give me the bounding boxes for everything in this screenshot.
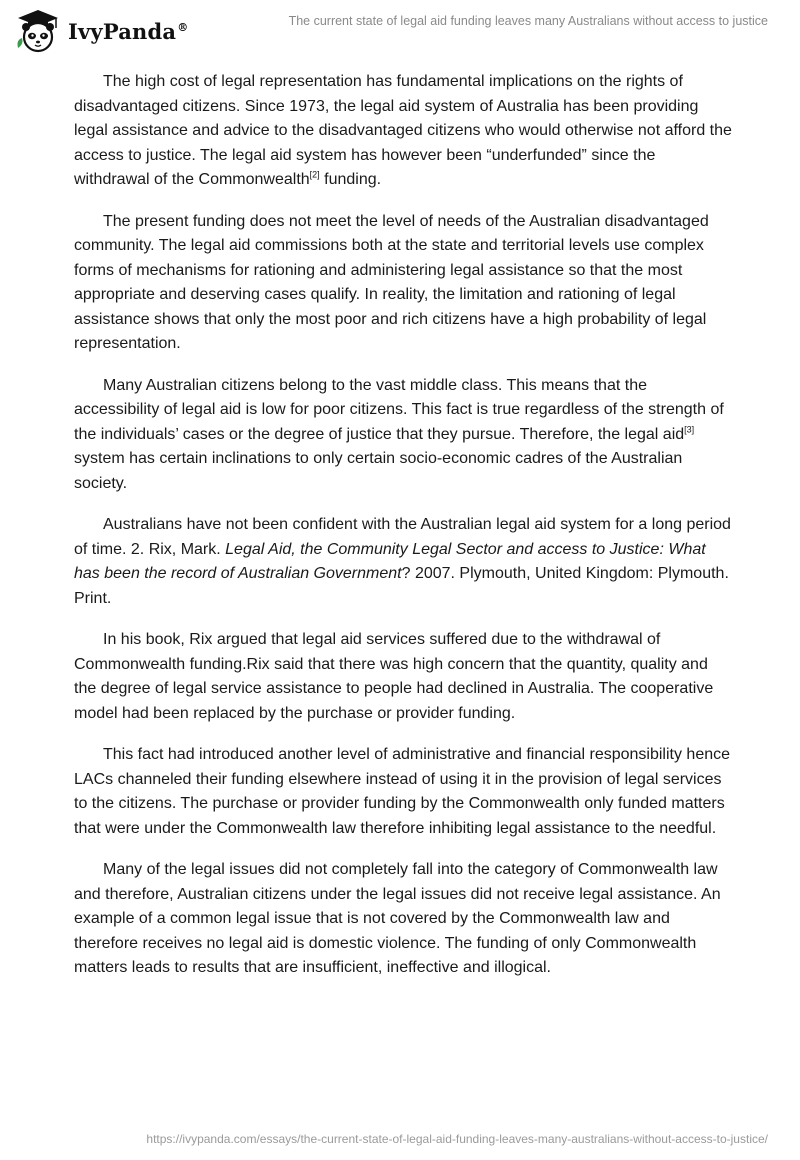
logo-wordmark: IvyPanda® [68,18,189,44]
paragraph-6: This fact had introduced another level of administrative and financial responsibility hence LACs channeled their funding elsewhere instead of using it in the provision of legal services to the citizens. The purchase or provider funding by the Commonwealth only funded matters that were under the Commonwealth law therefore inhibiting legal assistance to the needful. [74,746,731,837]
paragraph-3: Many Australian citizens belong to the vast middle class. This means that the accessibility of legal aid is low for poor citizens. This fact is true regardless of the strength of the individuals’ cases or the degree of justice that they pursue. Therefore, the legal aid[3] system has certain inclinations to only certain socio-economic cadres of the Australian society. [74,376,724,492]
paragraph-1: The high cost of legal representation has fundamental implications on the rights of disadvantaged citizens. Since 1973, the legal aid system of Australia has been providing legal assistance and advice to the disadvantaged citizens who would otherwise not afford the access to justice. The legal aid system has however been “underfunded” since the withdrawal of the Commonwealth[2] funding. [74,73,732,188]
paragraph-2: The present funding does not meet the level of needs of the Australian disadvantaged community. The legal aid commissions both at the state and territorial levels use complex forms of mechanisms for rationing and administering legal assistance so that the most appropriate and deserving cases qualify. In reality, the limitation and rationing of legal assistance shows that only the most poor and rich citizens have a high probability of legal representation. [74,212,709,352]
page-title: The current state of legal aid funding leaves many Australians without access to justice [288,14,768,28]
panda-graduate-icon [14,8,62,54]
book-title: Legal Aid, the Community Legal Sector and access to Justice: What has been the record of Australian Government [74,540,706,582]
essay-body [74,70,734,998]
ivypanda-logo[interactable] [14,8,188,54]
paragraph-7: Many of the legal issues did not completely fall into the category of Commonwealth law and therefore, Australian citizens under the legal issues did not receive legal assistance. An example of a common legal issue that is not covered by the Commonwealth law and therefore receives no legal aid is domestic violence. The funding of only Commonwealth matters leads to results that are insufficient, ineffective and illogical. [74,861,721,976]
registered-mark: ® [177,20,189,34]
footnote-ref-2[interactable]: [2] [309,169,320,180]
source-url[interactable]: https://ivypanda.com/essays/the-current-state-of-legal-aid-funding-leaves-many-australians-without-access-to-justice/ [146,1132,768,1146]
paragraph-5: In his book, Rix argued that legal aid services suffered due to the withdrawal of Commonwealth funding.Rix said that there was high concern that the quantity, quality and the degree of legal service assistance to people had declined in Australia. The cooperative model had been replaced by the purchase or provider funding. [74,631,714,722]
paragraph-4: Australians have not been confident with the Australian legal aid system for a long period of time. 2. Rix, Mark. Legal Aid, the Community Legal Sector and access to Justice: What has been the record of Australian Government? 2007. Plymouth, United Kingdom: Plymouth. Print. [74,516,731,607]
page-header [0,0,800,60]
footnote-ref-3[interactable]: [3] [684,424,695,435]
